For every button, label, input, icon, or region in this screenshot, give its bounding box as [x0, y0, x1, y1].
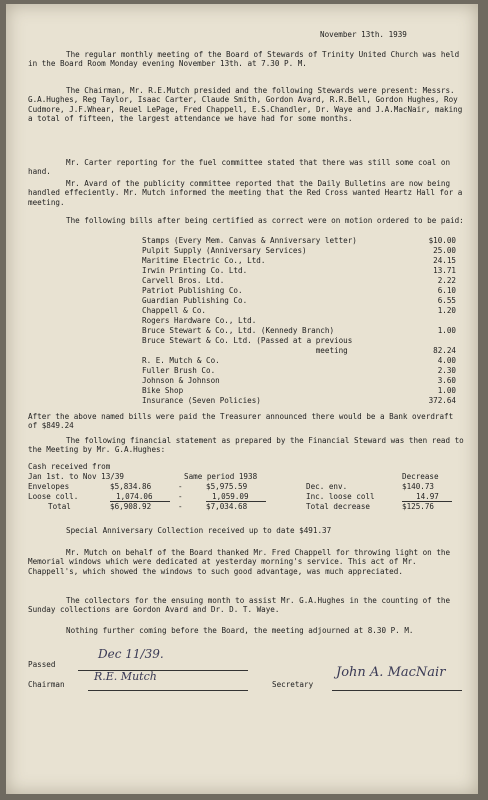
fin-row-label: Total — [48, 502, 71, 511]
paragraph-memorial-windows: Mr. Mutch on behalf of the Board thanked Mr. Fred Chappell for throwing light on the Memorial windows which were dedicated at yesterday morning's service. This act of Mr. Chappell's, which showed the windows to such good advantage, was much appreciated. — [28, 548, 451, 576]
bill-name: Insurance (Seven Policies) — [142, 396, 261, 405]
bill-amount: 3.60 — [437, 376, 456, 385]
bill-amount: $10.00 — [428, 236, 456, 245]
fin-row-dash: - — [178, 492, 183, 501]
fin-row-value: 1,059.09 — [212, 492, 249, 501]
bill-name: Bruce Stewart & Co. Ltd. (Passed at a previous — [142, 336, 353, 345]
meeting-date: November 13th. 1939 — [320, 30, 407, 39]
minutes-page — [6, 4, 478, 794]
fin-header-mid: Same period 1938 — [184, 472, 258, 481]
fin-row-value: $6,908.92 — [110, 502, 152, 511]
bill-amount: 1.00 — [437, 386, 456, 395]
paragraph-publicity-committee: Mr. Avard of the publicity committee reported that the Daily Bulletins are now being handled effeciently. Mr. Mutch informed the meeting that the Red Cross wanted Heartz Hall for a meeting. — [28, 179, 463, 207]
bill-amount: 1.00 — [437, 326, 456, 335]
paragraph-collectors: The collectors for the ensuing month to assist Mr. G.A.Hughes in the counting of the Sunday collections are Gordon Avard and Dr. D. T. Waye. — [28, 596, 451, 615]
fin-row-value: $140.73 — [402, 482, 435, 491]
fin-header-right: Decrease — [402, 472, 439, 481]
fin-row-label: Total decrease — [306, 502, 371, 511]
paragraph-financial-intro: The following financial statement as prepared by the Financial Steward was then read to the Meeting by Mr. G.A.Hughes: — [28, 436, 464, 455]
bill-name: Rogers Hardware Co., Ltd. — [142, 316, 257, 325]
paragraph-adjournment: Nothing further coming before the Board, the meeting adjourned at 8.30 P. M. — [66, 626, 414, 635]
fin-row-dash: - — [178, 502, 183, 511]
chairman-label: Chairman — [28, 680, 65, 689]
bill-amount: 24.15 — [433, 256, 456, 265]
secretary-label: Secretary — [272, 680, 314, 689]
bill-name: Fuller Brush Co. — [142, 366, 216, 375]
paragraph-bills-intro: The following bills after being certified as correct were on motion ordered to be paid: — [66, 216, 464, 225]
bill-amount: 372.64 — [428, 396, 456, 405]
fin-row-dash: - — [178, 482, 183, 491]
bill-amount: 25.00 — [433, 246, 456, 255]
paragraph-attendance: The Chairman, Mr. R.E.Mutch presided and the following Stewards were present: Messrs. G.A.Hughes, Reg Taylor, Isaac Carter, Claude Smith, Gordon Avard, R.R.Bell, Gordon Hughes, Roy Cudmore, J.F.Whear, Reuel LePage, Fred Chappell, E.S.Chandler, Dr. Waye and J.A.MacNair, making a total of fifteen, the largest attendance we have had for some months. — [28, 86, 463, 124]
fin-row-value: $7,034.68 — [206, 502, 248, 511]
fin-row-label: Dec. env. — [306, 482, 348, 491]
bill-name: Bike Shop — [142, 386, 184, 395]
secretary-line — [332, 690, 462, 691]
bill-amount: 1.20 — [437, 306, 456, 315]
passed-label: Passed — [28, 660, 56, 669]
paragraph-anniversary-collection: Special Anniversary Collection received up to date $491.37 — [66, 526, 332, 535]
bill-name: Johnson & Johnson — [142, 376, 220, 385]
bill-amount: 2.22 — [437, 276, 456, 285]
fin-header-left-1: Cash received from — [28, 462, 111, 471]
bill-amount: 2.30 — [437, 366, 456, 375]
bill-name: R. E. Mutch & Co. — [142, 356, 220, 365]
chairman-signature: R.E. Mutch — [94, 670, 157, 683]
fin-row-value: 14.97 — [416, 492, 439, 501]
paragraph-opening: The regular monthly meeting of the Board of Stewards of Trinity United Church was held in the Board Room Monday evening November 13th. at 7.30 P. M. — [28, 50, 460, 69]
bill-name: Guardian Publishing Co. — [142, 296, 248, 305]
passed-date-handwriting: Dec 11/39. — [98, 647, 164, 661]
chairman-line — [88, 690, 248, 691]
fin-header-left-2: Jan 1st. to Nov 13/39 — [28, 472, 125, 481]
bill-name: Carvell Bros. Ltd. — [142, 276, 225, 285]
bill-name: Stamps (Every Mem. Canvas & Anniversary letter) — [142, 236, 357, 245]
paragraph-bank-overdraft: After the above named bills were paid the Treasurer announced there would be a Bank overdraft of $849.24 — [28, 412, 454, 431]
fin-row-value: $5,834.86 — [110, 482, 152, 491]
bill-amount: 13.71 — [433, 266, 456, 275]
bill-name: Maritime Electric Co., Ltd. — [142, 256, 266, 265]
paragraph-fuel-committee: Mr. Carter reporting for the fuel committee stated that there was still some coal on hand. — [28, 158, 451, 177]
bill-name: Bruce Stewart & Co., Ltd. (Kennedy Branch) — [142, 326, 335, 335]
bill-name: Pulpit Supply (Anniversary Services) — [142, 246, 307, 255]
fin-row-label: Envelopes — [28, 482, 70, 491]
bill-amount: 6.55 — [437, 296, 456, 305]
fin-row-label: Loose coll. — [28, 492, 79, 501]
secretary-signature: John A. MacNair — [336, 665, 446, 680]
bill-name: Patriot Publishing Co. — [142, 286, 243, 295]
bill-amount: 6.10 — [437, 286, 456, 295]
fin-row-value: $5,975.59 — [206, 482, 248, 491]
fin-row-value: 1,074.06 — [116, 492, 153, 501]
fin-row-value: $125.76 — [402, 502, 435, 511]
bill-name: Chappell & Co. — [142, 306, 207, 315]
bill-amount: 82.24 — [433, 346, 456, 355]
bill-name: Irwin Printing Co. Ltd. — [142, 266, 248, 275]
bill-amount: 4.00 — [437, 356, 456, 365]
fin-row-label: Inc. loose coll — [306, 492, 375, 501]
bill-name: meeting — [142, 346, 348, 355]
